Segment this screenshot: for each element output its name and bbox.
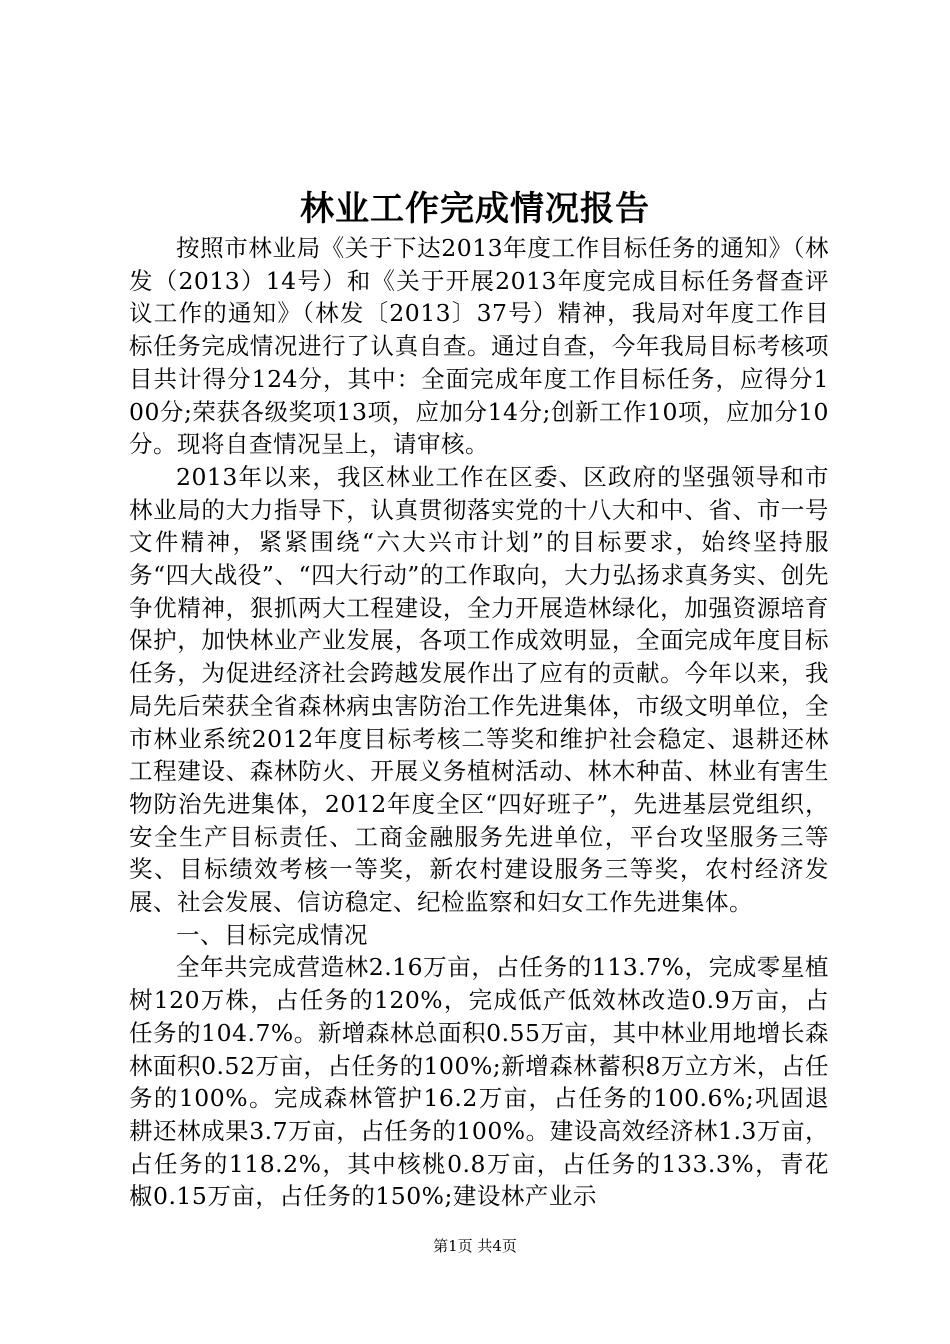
- section-heading: 一、目标完成情况: [176, 920, 368, 949]
- page-footer: 第1页 共4页: [433, 1237, 517, 1255]
- document-title: 林业工作完成情况报告: [300, 189, 650, 229]
- paragraph-targets: 全年共完成营造林2.16万亩，占任务的113.7%，完成零星植树120万株，占任务的120%，完成低产低效林改造0.9万亩，占任务的104.7%。新增森林总面积0.55万亩，其中林业用地增长森林面积0.52万亩，占任务的100%;新增森林蓄积8万立方米，占任务的100%。完成森林管护16.2万亩，占任务的100.6%;巩固退耕还林成果3.7万亩，占任务的100%。建设高效经济林1.3万亩，占任务的118.2%，其中核桃0.8万亩，占任务的133.3%，青花椒0.15万亩，占任务的150%;建设林产业示: [129, 953, 829, 1211]
- document-body: [129, 232, 829, 1213]
- paragraph-intro: 按照市林业局《关于下达2013年度工作目标任务的通知》（林发（2013）14号）和《关于开展2013年度完成目标任务督查评议工作的通知》（林发〔2013〕37号）精神，我局对年度工作目标任务完成情况进行了认真自查。通过自查，今年我局目标考核项目共计得分124分，其中：全面完成年度工作目标任务，应得分100分;荣获各级奖项13项，应加分14分;创新工作10项，应加分10分。现将自查情况呈上，请审核。: [129, 234, 829, 459]
- paragraph-overview: 2013年以来，我区林业工作在区委、区政府的坚强领导和市林业局的大力指导下，认真贯彻落实党的十八大和中、省、市一号文件精神，紧紧围绕“六大兴市计划”的目标要求，始终坚持服务“四大战役”、“四大行动”的工作取向，大力弘扬求真务实、创先争优精神，狠抓两大工程建设，全力开展造林绿化，加强资源培育保护，加快林业产业发展，各项工作成效明显，全面完成年度目标任务，为促进经济社会跨越发展作出了应有的贡献。今年以来，我局先后荣获全省森林病虫害防治工作先进集体，市级文明单位，全市林业系统2012年度目标考核二等奖和维护社会稳定、退耕还林工程建设、森林防火、开展义务植树活动、林木种苗、林业有害生物防治先进集体，2012年度全区“四好班子”，先进基层党组织，安全生产目标责任、工商金融服务先进单位，平台攻坚服务三等奖、目标绩效考核一等奖，新农村建设服务三等奖，农村经济发展、社会发展、信访稳定、纪检监察和妇女工作先进集体。: [129, 462, 829, 917]
